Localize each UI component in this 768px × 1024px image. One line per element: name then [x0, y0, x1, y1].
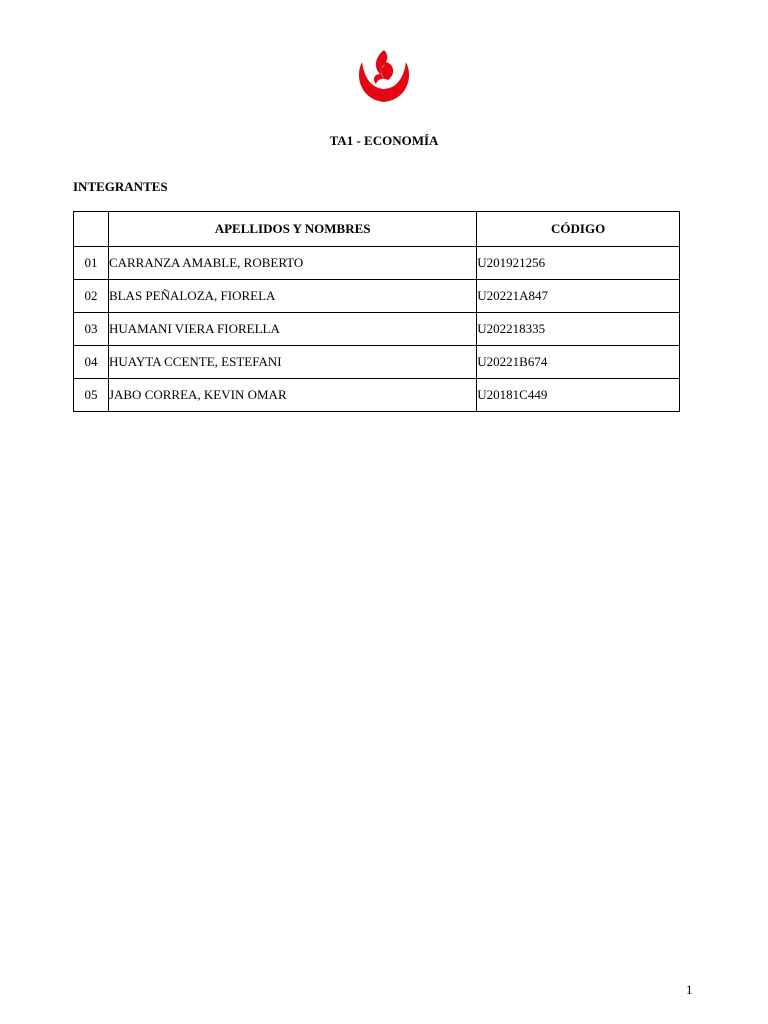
- logo-flame-shape: [374, 50, 393, 84]
- table-row: [74, 247, 680, 280]
- members-table: [73, 211, 680, 412]
- row-name: HUAYTA CCENTE, ESTEFANI: [108, 346, 476, 379]
- row-code: U20181C449: [477, 379, 680, 412]
- table-row: [74, 280, 680, 313]
- table-row: [74, 379, 680, 412]
- row-code: U20221B674: [477, 346, 680, 379]
- row-name: BLAS PEÑALOZA, FIORELA: [108, 280, 476, 313]
- header-number: [74, 212, 109, 247]
- table-header-row: [74, 212, 680, 247]
- section-label-integrantes: INTEGRANTES: [73, 179, 168, 194]
- row-number: 03: [74, 313, 109, 346]
- row-code: U201921256: [477, 247, 680, 280]
- table-row: [74, 313, 680, 346]
- header-names: APELLIDOS Y NOMBRES: [108, 212, 476, 247]
- table-row: [74, 346, 680, 379]
- row-code: U20221A847: [477, 280, 680, 313]
- row-code: U202218335: [477, 313, 680, 346]
- row-number: 02: [74, 280, 109, 313]
- header-code: CÓDIGO: [477, 212, 680, 247]
- upc-logo-icon: [354, 48, 414, 108]
- row-name: CARRANZA AMABLE, ROBERTO: [108, 247, 476, 280]
- row-name: HUAMANI VIERA FIORELLA: [108, 313, 476, 346]
- row-number: 04: [74, 346, 109, 379]
- row-name: JABO CORREA, KEVIN OMAR: [108, 379, 476, 412]
- document-title: TA1 - ECONOMÍA: [329, 133, 439, 148]
- page-number: 1: [686, 982, 693, 997]
- row-number: 05: [74, 379, 109, 412]
- row-number: 01: [74, 247, 109, 280]
